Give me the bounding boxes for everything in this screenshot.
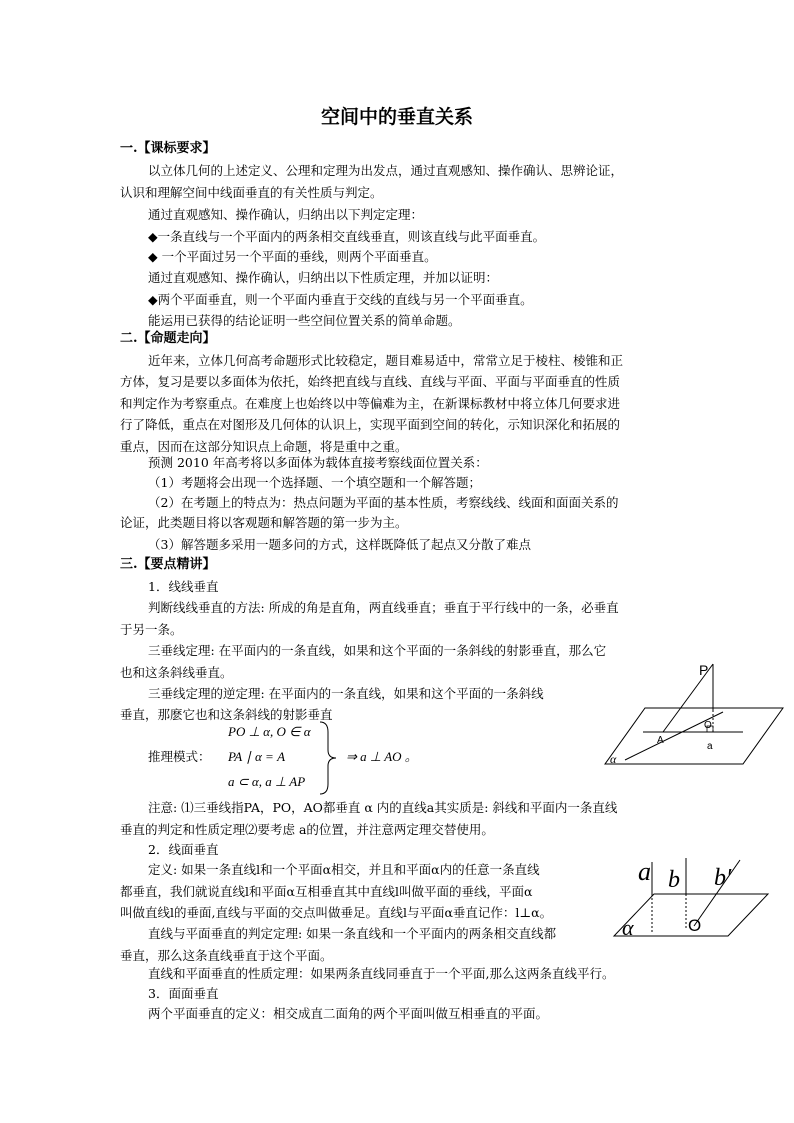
label-b: b [668, 867, 680, 893]
formula-row-1: PO ⊥ α, O ∈ α [228, 724, 311, 739]
plane-alpha [605, 708, 783, 764]
page-title: 空间中的垂直关系 [320, 106, 473, 128]
text-line: 垂直，那麽它也和这条斜线的射影垂直 [120, 707, 333, 722]
text-line: 三垂线定理的逆定理: 在平面内的一条直线，如果和这个平面的一条斜线 [148, 686, 544, 701]
figure-three-perpendiculars [603, 660, 785, 770]
text-line: 直线与平面垂直的判定定理: 如果一条直线和一个平面内的两条相交直线都 [148, 926, 557, 941]
label-b-prime: b′ [714, 865, 732, 891]
formula-label: 推理模式： [148, 749, 211, 764]
text-line: 直线和平面垂直的性质定理：如果两条直线同垂直于一个平面,那么这两条直线平行。 [148, 966, 615, 981]
label-P: P [699, 662, 709, 678]
section-heading-1: 一.【课标要求】 [120, 141, 216, 156]
text-line: 论证，此类题目将以客观题和解答题的第一步为主。 [120, 515, 408, 530]
text-line: 近年来，立体几何高考命题形式比较稳定，题目难易适中，常常立足于棱柱、棱锥和正 [148, 353, 624, 368]
formula-result: ⇒ a ⊥ AO 。 [346, 749, 418, 764]
label-O: O [704, 720, 712, 731]
text-line: （2）在考题上的特点为：热点问题为平面的基本性质，考察线线、线面和面面关系的 [148, 495, 619, 510]
text-line: 也和这条斜线垂直。 [120, 665, 233, 680]
label-alpha: α [610, 752, 617, 766]
subheading: 2．线面垂直 [148, 842, 219, 857]
text-line: ◆一条直线与一个平面内的两条相交直线垂直，则该直线与此平面垂直。 [148, 229, 546, 244]
formula-row-3: a ⊂ α, a ⊥ AP [228, 774, 306, 789]
label-a: a [638, 857, 651, 886]
text-line: 定义: 如果一条直线l和一个平面α相交，并且和平面α内的任意一条直线 [148, 862, 540, 877]
text-line: 都垂直，我们就说直线l和平面α互相垂直其中直线l叫做平面的垂线，平面α [120, 884, 533, 899]
section-heading-2: 二.【命题走向】 [120, 331, 216, 346]
label-a: a [707, 741, 713, 752]
text-line: 垂直，那么这条直线垂直于这个平面。 [120, 948, 333, 963]
text-line: 以立体几何的上述定义、公理和定理为出发点，通过直观感知、操作确认、思辨论证， [148, 163, 624, 178]
text-line: ◆两个平面垂直，则一个平面内垂直于交线的直线与另一个平面垂直。 [148, 292, 533, 307]
text-line: 叫做直线l的垂面,直线与平面的交点叫做垂足。直线l与平面α垂直记作：l⊥α。 [120, 905, 553, 920]
text-line: ◆ 一个平面过另一个平面的垂线，则两个平面垂直。 [148, 249, 437, 264]
text-line: 方体，复习是要以多面体为依托，始终把直线与直线、直线与平面、平面与平面垂直的性质 [120, 374, 621, 389]
formula-row-2: PA ∣ α = A [228, 749, 286, 764]
text-line: （1）考题将会出现一个选择题、一个填空题和一个解答题； [148, 475, 481, 490]
text-line: 重点，因而在这部分知识点上命题，将是重中之重。 [120, 439, 408, 454]
text-line: 和判定作为考察重点。在难度上也始终以中等偏难为主，在新课标教材中将立体几何要求进 [120, 396, 621, 411]
text-line: 垂直的判定和性质定理⑵要考虑 a的位置，并注意两定理交替使用。 [120, 822, 494, 837]
text-line: （3）解答题多采用一题多问的方式，这样既降低了起点又分散了难点 [148, 537, 531, 552]
text-line: 判断线线垂直的方法: 所成的角是直角，两直线垂直；垂直于平行线中的一条，必垂直 [148, 600, 619, 615]
subheading: 3．面面垂直 [148, 986, 219, 1001]
text-line: 通过直观感知、操作确认，归纳出以下判定定理： [148, 207, 424, 222]
right-brace [318, 720, 340, 796]
label-O: O [688, 916, 702, 935]
text-line: 三垂线定理: 在平面内的一条直线，如果和这个平面的一条斜线的射影垂直，那么它 [148, 643, 607, 658]
text-line: 于另一条。 [120, 622, 183, 637]
subheading: 1．线线垂直 [148, 579, 219, 594]
label-A: A [657, 735, 664, 746]
label-alpha: α [622, 915, 634, 940]
text-line: 通过直观感知、操作确认，归纳出以下性质定理，并加以证明： [148, 270, 499, 285]
section-heading-3: 三.【要点精讲】 [120, 557, 216, 572]
text-line: 两个平面垂直的定义：相交成直二面角的两个平面叫做互相垂直的平面。 [148, 1006, 549, 1021]
text-line: 行了降低，重点在对图形及几何体的认识上，实现平面到空间的转化，示知识深化和拓展的 [120, 417, 621, 432]
text-line: 预测 2010 年高考将以多面体为载体直接考察线面位置关系： [148, 455, 488, 470]
text-line: 注意: ⑴三垂线指PA，PO，AO都垂直 α 内的直线a其实质是: 斜线和平面内一条直线 [148, 800, 618, 815]
text-line: 认识和理解空间中线面垂直的有关性质与判定。 [120, 185, 383, 200]
text-line: 能运用已获得的结论证明一些空间位置关系的简单命题。 [148, 313, 461, 328]
